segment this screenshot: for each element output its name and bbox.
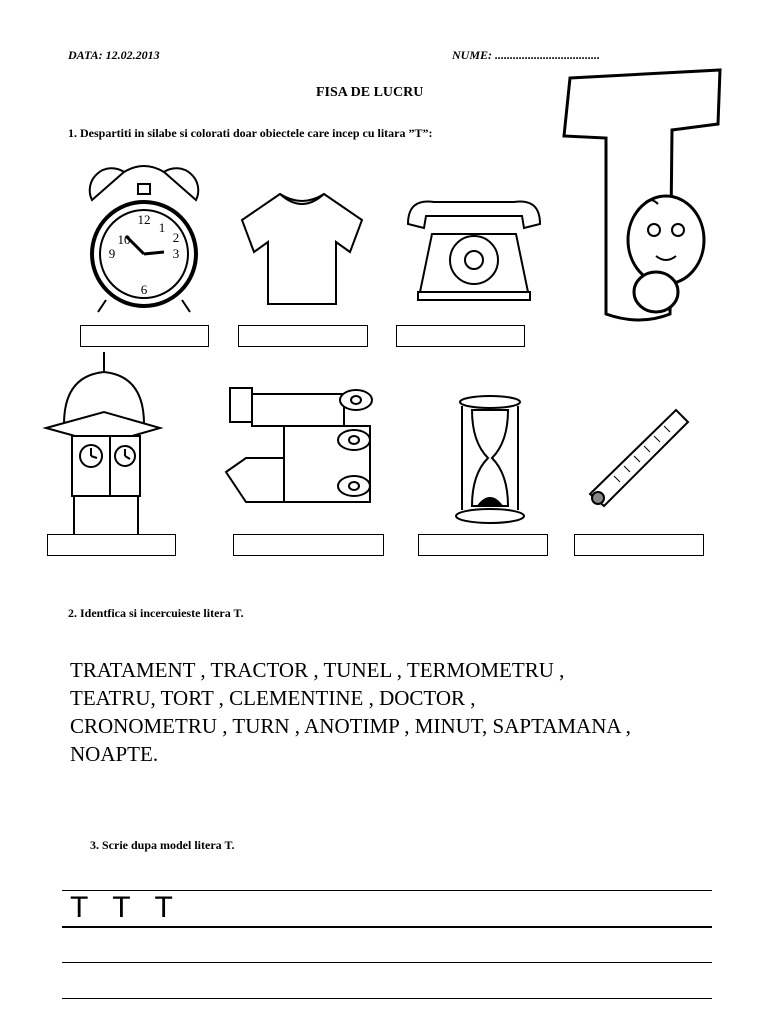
model-letters: T T T [70, 891, 173, 924]
answer-box-hourglass[interactable] [418, 534, 548, 556]
exercise-1-instruction: 1. Despartiti in silabe si colorati doar obiectele care incep cu litara ”T”: [68, 126, 433, 140]
answer-box-toy-train[interactable] [233, 534, 384, 556]
toy-train-icon [210, 380, 396, 524]
answer-box-clock-tower[interactable] [47, 534, 176, 556]
answer-box-thermometer[interactable] [574, 534, 704, 556]
word-line: TRATAMENT , TRACTOR , TUNEL , TERMOMETRU , [70, 658, 565, 682]
svg-text:1: 1 [158, 220, 166, 235]
word-list [70, 656, 631, 768]
date-label: DATA: 12.02.2013 [68, 48, 160, 62]
svg-text:2: 2 [172, 230, 180, 245]
alarm-clock-icon [84, 162, 204, 314]
svg-text:9: 9 [108, 246, 116, 261]
thermometer-icon [584, 406, 692, 514]
writing-line [62, 962, 712, 963]
writing-line [62, 998, 712, 999]
answer-box-telephone[interactable] [396, 325, 525, 347]
telephone-icon [404, 194, 544, 304]
svg-text:10: 10 [117, 232, 131, 247]
name-field-label: NUME: ................................... [452, 48, 601, 62]
tshirt-icon [238, 190, 366, 308]
clock-tower-icon [44, 352, 162, 536]
answer-box-alarm-clock[interactable] [80, 325, 209, 347]
answer-box-tshirt[interactable] [238, 325, 368, 347]
exercise-2-instruction: 2. Identfica si incercuieste litera T. [68, 606, 244, 620]
svg-text:6: 6 [140, 282, 148, 297]
exercise-3-instruction: 3. Scrie dupa model litera T. [90, 838, 235, 852]
word-line: CRONOMETRU , TURN , ANOTIMP , MINUT, SAPTAMANA , [70, 714, 631, 738]
letter-t-tiger-icon [560, 64, 728, 330]
hourglass-icon [452, 394, 528, 526]
page-title: FISA DE LUCRU [316, 85, 424, 100]
word-line: NOAPTE. [70, 742, 159, 766]
svg-text:12: 12 [137, 212, 151, 227]
writing-line [62, 926, 712, 928]
word-line: TEATRU, TORT , CLEMENTINE , DOCTOR , [70, 686, 476, 710]
svg-text:3: 3 [172, 246, 180, 261]
